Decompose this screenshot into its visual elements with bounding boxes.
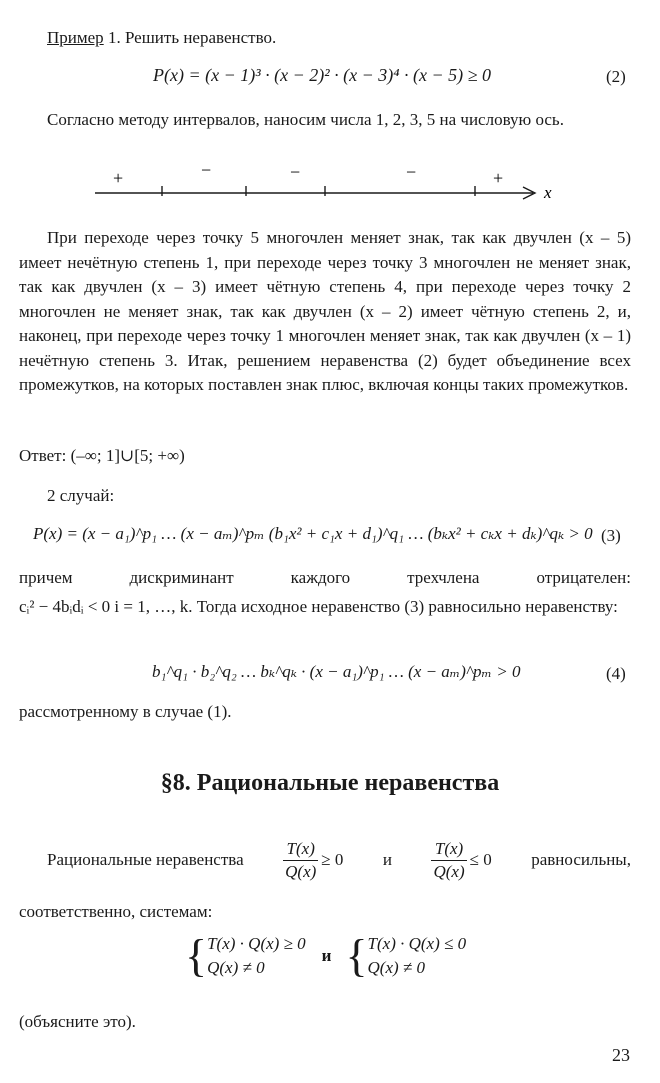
relation-2: ≤ 0: [469, 850, 492, 870]
paragraph-discriminant-b: cᵢ² − 4bᵢdᵢ < 0 i = 1, …, k. Тогда исходное неравенство (3) равносильно неравенству:: [19, 597, 618, 616]
rational-tail: равносильны,: [531, 850, 631, 870]
paragraph-case-1: рассмотренному в случае (1).: [19, 702, 232, 721]
fraction-2: [431, 838, 466, 883]
fraction-2-numerator: T(x): [431, 838, 466, 861]
equation-number-4: (4): [606, 664, 626, 683]
sign-3: −: [290, 162, 301, 182]
brace-1-icon: {: [185, 930, 208, 981]
section-heading: §8. Рациональные неравенства: [160, 770, 500, 796]
sign-1: +: [113, 168, 124, 188]
rational-inequality-2: [431, 838, 491, 883]
system-1-line-2: Q(x) ≠ 0: [207, 958, 265, 977]
paragraph-intervals: Согласно методу интервалов, наносим числа 1, 2, 3, 5 на числовую ось.: [47, 110, 564, 129]
relation-1: ≥ 0: [321, 850, 344, 870]
axis-label: x: [544, 183, 552, 202]
explain-this: (объясните это).: [19, 1012, 136, 1031]
paragraph-explanation: При переходе через точку 5 многочлен меняет знак, так как двучлен (x – 5) имеет нечётную степень 1, при переходе через точку 3 многочлен не меняет знак, так как двучлен (x – 3) имеет чётную степень 4, при переходе через точку 2 многочлен не меняет знак, так как двучлен (x – 2) имеет чётную степень 2, и, наконец, при переходе через точку 1 многочлен меняет знак, так как двучлен (x – 1) нечётную степень 3. Итак, решением неравенства (2) будет объединение всех промежутков, на которых поставлен знак плюс, включая концы таких промежутков.: [19, 228, 631, 394]
system-2: [368, 932, 467, 980]
system-2-line-2: Q(x) ≠ 0: [367, 958, 426, 977]
sign-2: −: [201, 162, 212, 180]
systems-block: [185, 932, 466, 980]
fraction-1: [283, 838, 318, 883]
system-conjunction: и: [321, 945, 332, 965]
formula-4: b₁^q₁ · b₂^q₂ … bₖ^qₖ · (x − a₁)^p₁ … (x − aₘ)^pₘ > 0: [152, 662, 521, 681]
sign-4: −: [406, 162, 417, 182]
formula-polynomial: P(x) = (x − 1)³ · (x − 2)² · (x − 3)⁴ · (x − 5) ≥ 0: [153, 65, 492, 85]
formula-3: P(x) = (x − a₁)^p₁ … (x − aₘ)^pₘ (b₁x² + c₁x + d₁)^q₁ … (bₖx² + cₖx + dₖ)^qₖ > 0: [33, 524, 593, 543]
fraction-2-denominator: Q(x): [433, 862, 465, 881]
example-task: 1. Решить неравенство.: [103, 28, 277, 47]
fraction-1-denominator: Q(x): [285, 862, 317, 881]
system-1-line-1: T(x) · Q(x) ≥ 0: [207, 934, 306, 953]
paragraph-systems: соответственно, системам:: [19, 902, 213, 921]
answer: Ответ: (–∞; 1]∪[5; +∞): [19, 446, 185, 465]
fraction-1-numerator: T(x): [283, 838, 318, 861]
rational-inequality-1: [283, 838, 343, 883]
example-title: [47, 26, 276, 51]
rational-lead: Рациональные неравенства: [47, 850, 244, 870]
system-2-line-1: T(x) · Q(x) ≤ 0: [367, 934, 467, 953]
example-label: Пример: [47, 28, 104, 47]
system-1: [207, 932, 306, 980]
rational-line: [19, 838, 631, 883]
equation-number-2: (2): [606, 67, 626, 86]
conjunction-and: и: [382, 850, 392, 870]
case-2-label: 2 случай:: [47, 486, 115, 505]
page-number: 23: [612, 1045, 630, 1065]
brace-2-icon: {: [345, 930, 368, 981]
equation-number-3: (3): [601, 526, 621, 545]
paragraph-discriminant-a: причем дискриминант каждого трехчлена отрицателен:: [19, 568, 631, 587]
number-line: [95, 162, 555, 206]
sign-5: +: [493, 168, 504, 188]
